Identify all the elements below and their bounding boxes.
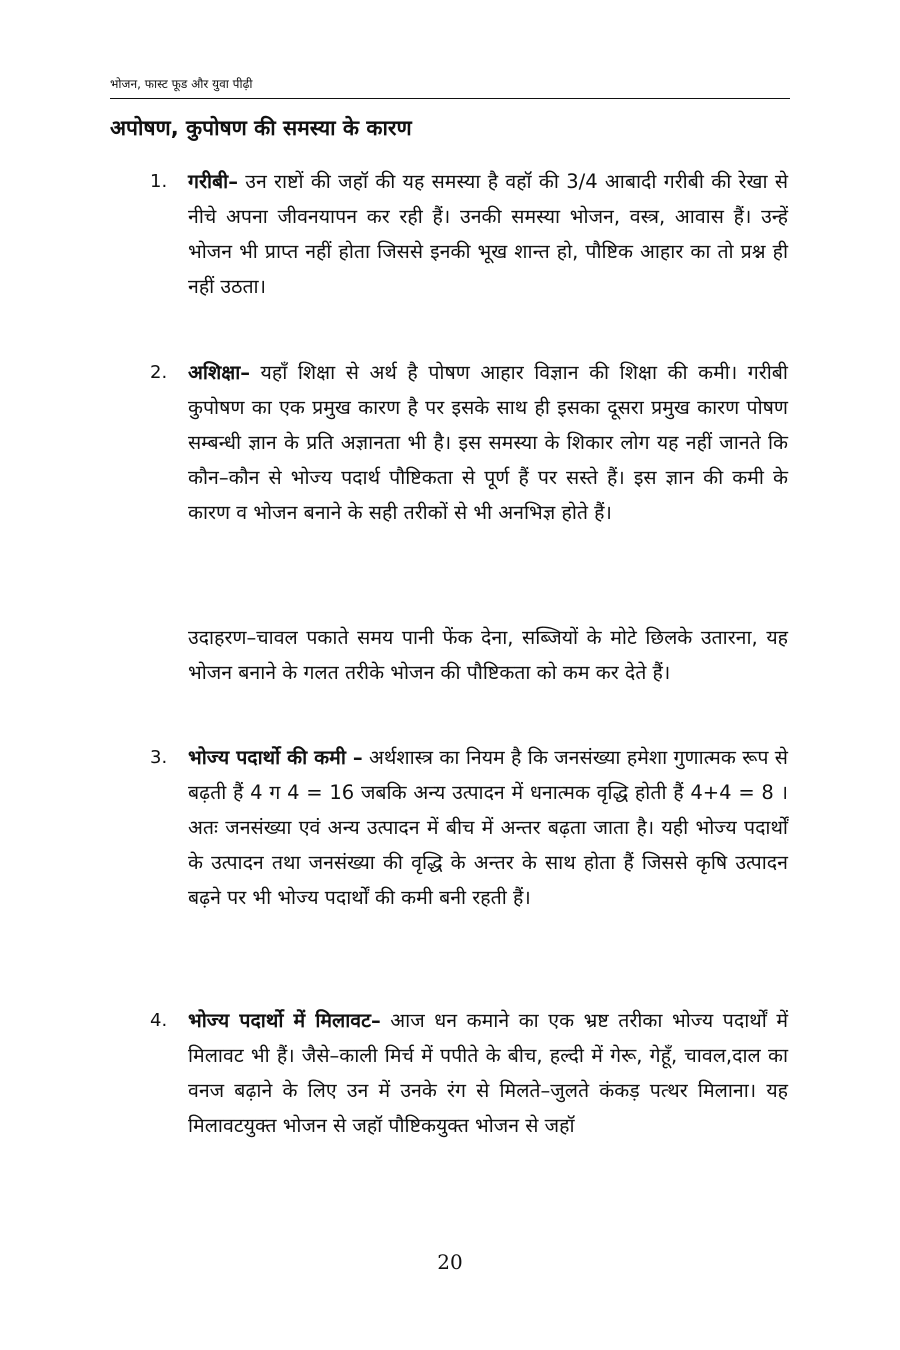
running-header: भोजन, फास्ट फूड और युवा पीढ़ी [110,77,253,91]
item-paragraph [188,164,788,304]
page-number: 20 [437,1250,463,1274]
item-number: 1. [150,171,168,192]
item-number: 4. [150,1010,168,1031]
item-paragraph [188,740,788,915]
item-paragraph [188,355,788,530]
item-number: 3. [150,747,168,768]
item-term: भोज्य पदार्थो में मिलावट– [188,1009,381,1032]
item-term: गरीबी– [188,170,238,193]
item-term: भोज्य पदार्थो की कमी – [188,746,363,769]
item-paragraph [188,1003,788,1143]
section-title: अपोषण, कुपोषण की समस्या के कारण [110,116,412,140]
item-text: आज धन कमाने का एक भ्रष्ट तरीका भोज्य पदार्थों में मिलावट भी हैं। जैसे–काली मिर्च में पपीते के बीच, हल्दी में गेरू, गेहूँ, चावल,दाल का वनज बढ़ाने के लिए उन में उनके रंग से मिलते–जुलते कंकड़ पत्थर मिलाना। यह मिलावटयुक्त भोजन से जहॉ पौष्टिकयुक्त भोजन से जहॉ [188,1009,788,1137]
list-item-food-shortage [150,740,790,915]
item-text: उन राष्टों की जहॉ की यह समस्या है वहॉ की 3/4 आबादी गरीबी की रेखा से नीचे अपना जीवनयापन कर रही हैं। उनकी समस्या भोजन, वस्त्र, आवास हैं। उन्हें भोजन भी प्राप्त नहीं होता जिससे इनकी भूख शान्त हो, पौष्टिक आहार का तो प्रश्न ही नहीं उठता। [188,170,788,298]
list-item-adulteration [150,1003,790,1143]
item-term: अशिक्षा– [188,361,250,384]
list-item-illiteracy [150,355,790,530]
item-number: 2. [150,362,168,383]
list-item-poverty [150,164,790,304]
example-paragraph: उदाहरण–चावल पकाते समय पानी फेंक देना, सब्जियों के मोटे छिलके उतारना, यह भोजन बनाने के गलत तरीके भोजन की पौष्टिकता को कम कर देते हैं। [188,626,788,684]
item-text: अर्थशास्त्र का नियम है कि जनसंख्या हमेशा गुणात्मक रूप से बढ़ती हैं 4 ग 4 = 16 जबकि अन्य उत्पादन में धनात्मक वृद्धि होती हैं 4+4 = 8 । अतः जनसंख्या एवं अन्य उत्पादन में बीच में अन्तर बढ़ता जाता है। यही भोज्य पदार्थों के उत्पादन तथा जनसंख्या की वृद्धि के अन्तर के साथ होता हैं जिससे कृषि उत्पादन बढ़ने पर भी भोज्य पदार्थों की कमी बनी रहती हैं। [188,746,788,909]
header-rule [110,98,790,99]
item-text: यहॉं शिक्षा से अर्थ है पोषण आहार विज्ञान की शिक्षा की कमी। गरीबी कुपोषण का एक प्रमुख कारण है पर इसके साथ ही इसका दूसरा प्रमुख कारण पोषण सम्बन्धी ज्ञान के प्रति अज्ञानता भी है। इस समस्या के शिकार लोग यह नहीं जानते कि कौन–कौन से भोज्य पदार्थ पौष्टिकता से पूर्ण हैं पर सस्ते हैं। इस ज्ञान की कमी के कारण व भोजन बनाने के सही तरीकों से भी अनभिज्ञ होते हैं। [188,361,788,524]
